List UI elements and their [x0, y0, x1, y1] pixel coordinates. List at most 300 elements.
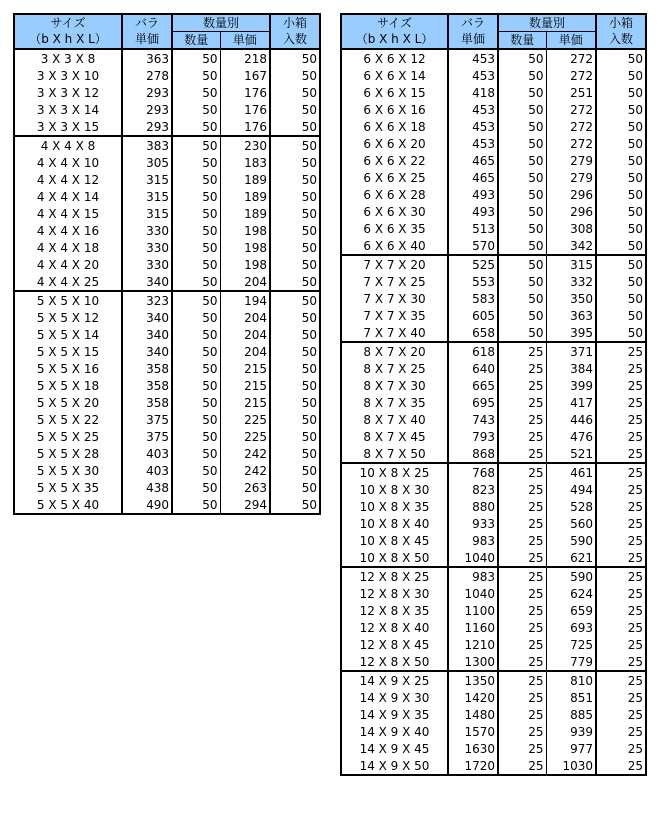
unit-price-cell: 183: [220, 154, 270, 171]
box-qty-cell: 50: [596, 49, 646, 67]
size-cell: 3 X 3 X 12: [14, 84, 122, 101]
size-cell: 4 X 4 X 12: [14, 171, 122, 188]
qty-cell: 50: [498, 324, 546, 342]
qty-cell: 50: [172, 496, 220, 514]
box-qty-cell: 25: [596, 463, 646, 481]
qty-cell: 25: [498, 532, 546, 549]
bara-price-cell: 983: [448, 532, 498, 549]
unit-price-cell: 242: [220, 462, 270, 479]
box-qty-cell: 25: [596, 585, 646, 602]
unit-price-cell: 225: [220, 428, 270, 445]
unit-price-cell: 294: [220, 496, 270, 514]
box-subheader: 入数: [596, 32, 646, 50]
qty-cell: 50: [172, 445, 220, 462]
bara-price-cell: 1040: [448, 549, 498, 567]
size-header: サイズ: [341, 14, 448, 32]
size-cell: 6 X 6 X 28: [341, 186, 448, 203]
box-qty-cell: 50: [596, 67, 646, 84]
box-qty-cell: 50: [270, 239, 320, 256]
bara-price-cell: 293: [122, 101, 172, 118]
qty-cell: 25: [498, 394, 546, 411]
table-row: [341, 757, 646, 775]
table-row: [341, 619, 646, 636]
size-cell: 6 X 6 X 20: [341, 135, 448, 152]
size-subheader: （b X h X L）: [341, 32, 448, 50]
unit-price-cell: 560: [546, 515, 596, 532]
qty-cell: 50: [172, 67, 220, 84]
size-cell: 5 X 5 X 15: [14, 343, 122, 360]
box-qty-cell: 50: [596, 273, 646, 290]
bara-price-cell: 983: [448, 567, 498, 585]
box-qty-cell: 50: [596, 255, 646, 273]
box-qty-cell: 50: [270, 291, 320, 309]
box-qty-cell: 50: [270, 377, 320, 394]
size-cell: 14 X 9 X 25: [341, 671, 448, 689]
table-row: [341, 255, 646, 273]
table-row: [341, 689, 646, 706]
bara-price-cell: 1350: [448, 671, 498, 689]
box-qty-cell: 50: [270, 118, 320, 136]
unit-price-cell: 272: [546, 135, 596, 152]
size-cell: 5 X 5 X 10: [14, 291, 122, 309]
qty-cell: 50: [498, 290, 546, 307]
bara-price-cell: 1630: [448, 740, 498, 757]
unit-price-cell: 528: [546, 498, 596, 515]
qty-cell: 25: [498, 585, 546, 602]
bara-price-cell: 278: [122, 67, 172, 84]
unit-price-cell: 851: [546, 689, 596, 706]
table-row: [341, 706, 646, 723]
bara-price-cell: 525: [448, 255, 498, 273]
size-cell: 14 X 9 X 40: [341, 723, 448, 740]
header-row-2: [341, 32, 646, 50]
size-cell: 8 X 7 X 25: [341, 360, 448, 377]
bara-price-cell: 330: [122, 239, 172, 256]
unit-price-cell: 342: [546, 237, 596, 255]
qty-cell: 25: [498, 445, 546, 463]
box-qty-cell: 50: [596, 324, 646, 342]
table-row: [341, 377, 646, 394]
size-cell: 3 X 3 X 8: [14, 49, 122, 67]
qty-cell: 25: [498, 481, 546, 498]
table-row: [14, 205, 320, 222]
size-cell: 5 X 5 X 20: [14, 394, 122, 411]
table-row: [341, 152, 646, 169]
bara-price-cell: 1160: [448, 619, 498, 636]
qty-cell: 25: [498, 515, 546, 532]
table-row: [341, 602, 646, 619]
size-cell: 5 X 5 X 14: [14, 326, 122, 343]
box-qty-cell: 25: [596, 360, 646, 377]
size-cell: 6 X 6 X 12: [341, 49, 448, 67]
box-qty-cell: 50: [270, 49, 320, 67]
qty-cell: 50: [172, 428, 220, 445]
size-cell: 8 X 7 X 30: [341, 377, 448, 394]
size-cell: 4 X 4 X 18: [14, 239, 122, 256]
box-qty-cell: 25: [596, 757, 646, 775]
bara-price-cell: 363: [122, 49, 172, 67]
bara-price-cell: 340: [122, 309, 172, 326]
qty-cell: 25: [498, 342, 546, 360]
table-row: [341, 203, 646, 220]
box-qty-cell: 25: [596, 602, 646, 619]
box-subheader: 入数: [270, 32, 320, 50]
qty-cell: 50: [172, 394, 220, 411]
qty-cell: 50: [172, 49, 220, 67]
box-qty-cell: 50: [270, 84, 320, 101]
qty-subheader: 数量: [498, 32, 546, 50]
size-cell: 12 X 8 X 25: [341, 567, 448, 585]
unit-price-cell: 242: [220, 445, 270, 462]
size-cell: 12 X 8 X 35: [341, 602, 448, 619]
box-qty-cell: 50: [270, 309, 320, 326]
table-row: [341, 67, 646, 84]
table-row: [341, 324, 646, 342]
bara-price-cell: 315: [122, 188, 172, 205]
box-qty-cell: 25: [596, 515, 646, 532]
size-cell: 10 X 8 X 25: [341, 463, 448, 481]
bara-price-cell: 340: [122, 326, 172, 343]
table-row: [341, 135, 646, 152]
bara-price-cell: 465: [448, 169, 498, 186]
bara-price-cell: 453: [448, 49, 498, 67]
table-row: [341, 411, 646, 428]
unit-price-cell: 194: [220, 291, 270, 309]
unit-price-cell: 494: [546, 481, 596, 498]
table-row: [14, 428, 320, 445]
size-cell: 7 X 7 X 35: [341, 307, 448, 324]
box-qty-cell: 50: [596, 101, 646, 118]
bara-subheader: 単価: [448, 32, 498, 50]
unit-price-cell: 1030: [546, 757, 596, 775]
size-cell: 5 X 5 X 28: [14, 445, 122, 462]
qty-cell: 50: [498, 169, 546, 186]
box-qty-cell: 25: [596, 689, 646, 706]
bara-header: バラ: [122, 14, 172, 32]
table-row: [341, 307, 646, 324]
unit-price-cell: 939: [546, 723, 596, 740]
size-cell: 7 X 7 X 25: [341, 273, 448, 290]
box-qty-cell: 25: [596, 653, 646, 671]
table-row: [14, 84, 320, 101]
table-row: [341, 567, 646, 585]
table-row: [14, 479, 320, 496]
bara-price-cell: 330: [122, 256, 172, 273]
unit-price-cell: 296: [546, 203, 596, 220]
qty-cell: 25: [498, 602, 546, 619]
size-cell: 5 X 5 X 22: [14, 411, 122, 428]
unit-price-cell: 263: [220, 479, 270, 496]
table-row: [341, 84, 646, 101]
box-qty-cell: 25: [596, 706, 646, 723]
qty-cell: 50: [498, 49, 546, 67]
table-row: [341, 671, 646, 689]
size-cell: 6 X 6 X 40: [341, 237, 448, 255]
qty-cell: 25: [498, 377, 546, 394]
table-row: [14, 445, 320, 462]
unit-price-cell: 315: [546, 255, 596, 273]
unit-price-cell: 225: [220, 411, 270, 428]
qty-cell: 50: [172, 360, 220, 377]
unit-price-cell: 230: [220, 136, 270, 154]
table-row: [14, 188, 320, 205]
unit-price-cell: 296: [546, 186, 596, 203]
qty-cell: 50: [172, 326, 220, 343]
box-qty-cell: 25: [596, 411, 646, 428]
unit-price-cell: 725: [546, 636, 596, 653]
bara-price-cell: 490: [122, 496, 172, 514]
unit-price-cell: 590: [546, 567, 596, 585]
bara-price-cell: 418: [448, 84, 498, 101]
qty-cell: 50: [498, 220, 546, 237]
box-qty-cell: 50: [270, 479, 320, 496]
unit-price-cell: 885: [546, 706, 596, 723]
table-row: [341, 342, 646, 360]
qty-cell: 50: [172, 377, 220, 394]
qty-cell: 50: [498, 186, 546, 203]
box-qty-cell: 25: [596, 549, 646, 567]
qty-cell: 50: [498, 307, 546, 324]
bara-price-cell: 358: [122, 377, 172, 394]
table-row: [14, 49, 320, 67]
qty-cell: 25: [498, 706, 546, 723]
size-cell: 7 X 7 X 20: [341, 255, 448, 273]
box-qty-cell: 50: [270, 256, 320, 273]
bara-price-cell: 933: [448, 515, 498, 532]
qty-cell: 50: [172, 101, 220, 118]
box-qty-cell: 25: [596, 567, 646, 585]
qty-cell: 50: [498, 152, 546, 169]
size-cell: 12 X 8 X 45: [341, 636, 448, 653]
qty-cell: 50: [172, 136, 220, 154]
table-row: [14, 222, 320, 239]
size-header: サイズ: [14, 14, 122, 32]
bara-price-cell: 868: [448, 445, 498, 463]
bara-price-cell: 293: [122, 118, 172, 136]
qty-cell: 50: [172, 84, 220, 101]
bulk-header: 数量別: [498, 14, 596, 32]
box-qty-cell: 25: [596, 671, 646, 689]
table-row: [341, 532, 646, 549]
bara-price-cell: 583: [448, 290, 498, 307]
box-qty-cell: 50: [596, 203, 646, 220]
bara-price-cell: 658: [448, 324, 498, 342]
table-row: [341, 186, 646, 203]
bara-price-cell: 823: [448, 481, 498, 498]
qty-cell: 50: [498, 237, 546, 255]
unit-price-cell: 215: [220, 377, 270, 394]
bara-price-cell: 618: [448, 342, 498, 360]
qty-cell: 25: [498, 549, 546, 567]
qty-cell: 50: [172, 256, 220, 273]
unit-price-cell: 204: [220, 273, 270, 291]
bara-price-cell: 1420: [448, 689, 498, 706]
table-row: [14, 136, 320, 154]
unit-price-cell: 371: [546, 342, 596, 360]
table-row: [341, 481, 646, 498]
qty-cell: 25: [498, 567, 546, 585]
bara-price-cell: 375: [122, 411, 172, 428]
box-qty-cell: 50: [596, 237, 646, 255]
size-cell: 14 X 9 X 30: [341, 689, 448, 706]
unit-price-cell: 659: [546, 602, 596, 619]
bara-price-cell: 1210: [448, 636, 498, 653]
box-qty-cell: 50: [270, 273, 320, 291]
unit-price-cell: 189: [220, 171, 270, 188]
bara-price-cell: 880: [448, 498, 498, 515]
box-header: 小箱: [270, 14, 320, 32]
bara-price-cell: 340: [122, 343, 172, 360]
table-row: [14, 343, 320, 360]
bara-price-cell: 695: [448, 394, 498, 411]
bulk-header: 数量別: [172, 14, 270, 32]
box-qty-cell: 50: [270, 428, 320, 445]
box-qty-cell: 50: [270, 136, 320, 154]
unit-price-cell: 810: [546, 671, 596, 689]
qty-cell: 50: [172, 462, 220, 479]
size-subheader: （b X h X L）: [14, 32, 122, 50]
qty-cell: 25: [498, 619, 546, 636]
box-qty-cell: 50: [596, 84, 646, 101]
unit-price-cell: 204: [220, 343, 270, 360]
size-cell: 3 X 3 X 14: [14, 101, 122, 118]
qty-cell: 50: [172, 309, 220, 326]
bara-price-cell: 403: [122, 445, 172, 462]
box-qty-cell: 25: [596, 481, 646, 498]
unit-price-cell: 308: [546, 220, 596, 237]
box-qty-cell: 25: [596, 394, 646, 411]
size-cell: 4 X 4 X 15: [14, 205, 122, 222]
qty-cell: 25: [498, 653, 546, 671]
size-cell: 12 X 8 X 30: [341, 585, 448, 602]
box-qty-cell: 50: [270, 360, 320, 377]
unit-price-cell: 350: [546, 290, 596, 307]
size-cell: 6 X 6 X 16: [341, 101, 448, 118]
box-qty-cell: 50: [270, 67, 320, 84]
qty-cell: 50: [172, 239, 220, 256]
qty-cell: 50: [172, 205, 220, 222]
box-qty-cell: 50: [270, 326, 320, 343]
size-cell: 5 X 5 X 25: [14, 428, 122, 445]
unit-price-cell: 272: [546, 49, 596, 67]
size-cell: 5 X 5 X 30: [14, 462, 122, 479]
size-cell: 14 X 9 X 35: [341, 706, 448, 723]
size-cell: 4 X 4 X 16: [14, 222, 122, 239]
bara-price-cell: 768: [448, 463, 498, 481]
qty-cell: 25: [498, 463, 546, 481]
bara-price-cell: 340: [122, 273, 172, 291]
size-cell: 10 X 8 X 30: [341, 481, 448, 498]
box-qty-cell: 50: [596, 290, 646, 307]
unit-price-cell: 204: [220, 326, 270, 343]
bara-price-cell: 493: [448, 186, 498, 203]
bara-price-cell: 293: [122, 84, 172, 101]
box-qty-cell: 50: [270, 205, 320, 222]
bara-price-cell: 358: [122, 394, 172, 411]
table-row: [14, 67, 320, 84]
size-cell: 14 X 9 X 45: [341, 740, 448, 757]
qty-cell: 25: [498, 689, 546, 706]
box-qty-cell: 50: [270, 154, 320, 171]
unit-price-cell: 198: [220, 222, 270, 239]
box-qty-cell: 50: [270, 101, 320, 118]
box-header: 小箱: [596, 14, 646, 32]
box-qty-cell: 25: [596, 342, 646, 360]
size-cell: 5 X 5 X 35: [14, 479, 122, 496]
qty-cell: 25: [498, 723, 546, 740]
size-cell: 5 X 5 X 16: [14, 360, 122, 377]
box-qty-cell: 50: [596, 152, 646, 169]
qty-subheader: 数量: [172, 32, 220, 50]
bara-price-cell: 1100: [448, 602, 498, 619]
unit-price-cell: 272: [546, 101, 596, 118]
unit-price-cell: 279: [546, 169, 596, 186]
qty-cell: 25: [498, 411, 546, 428]
table-row: [341, 515, 646, 532]
bara-price-cell: 1720: [448, 757, 498, 775]
size-cell: 10 X 8 X 35: [341, 498, 448, 515]
qty-cell: 25: [498, 671, 546, 689]
size-cell: 10 X 8 X 45: [341, 532, 448, 549]
qty-cell: 25: [498, 498, 546, 515]
box-qty-cell: 25: [596, 740, 646, 757]
table-row: [341, 49, 646, 67]
unit-price-cell: 176: [220, 84, 270, 101]
table-row: [14, 291, 320, 309]
table-row: [341, 723, 646, 740]
bara-price-cell: 1480: [448, 706, 498, 723]
unit-price-cell: 395: [546, 324, 596, 342]
qty-cell: 25: [498, 757, 546, 775]
unit-price-cell: 621: [546, 549, 596, 567]
qty-cell: 50: [172, 188, 220, 205]
bara-price-cell: 453: [448, 135, 498, 152]
unit-price-cell: 176: [220, 101, 270, 118]
header-row-2: [14, 32, 320, 50]
box-qty-cell: 50: [270, 394, 320, 411]
unit-price-cell: 218: [220, 49, 270, 67]
qty-cell: 25: [498, 636, 546, 653]
bara-price-cell: 438: [122, 479, 172, 496]
qty-cell: 50: [172, 222, 220, 239]
table-row: [341, 273, 646, 290]
unit-price-cell: 363: [546, 307, 596, 324]
qty-cell: 25: [498, 740, 546, 757]
bara-price-cell: 1570: [448, 723, 498, 740]
qty-cell: 50: [172, 479, 220, 496]
size-cell: 8 X 7 X 40: [341, 411, 448, 428]
table-row: [14, 171, 320, 188]
unit-price-cell: 272: [546, 118, 596, 135]
size-cell: 8 X 7 X 35: [341, 394, 448, 411]
table-row: [341, 549, 646, 567]
bara-price-cell: 570: [448, 237, 498, 255]
qty-cell: 25: [498, 360, 546, 377]
unit-price-subheader: 単価: [220, 32, 270, 50]
bara-price-cell: 323: [122, 291, 172, 309]
box-qty-cell: 50: [270, 445, 320, 462]
size-cell: 4 X 4 X 10: [14, 154, 122, 171]
size-cell: 12 X 8 X 50: [341, 653, 448, 671]
unit-price-cell: 204: [220, 309, 270, 326]
table-row: [341, 360, 646, 377]
bara-price-cell: 665: [448, 377, 498, 394]
table-row: [341, 220, 646, 237]
bara-price-cell: 453: [448, 67, 498, 84]
box-qty-cell: 25: [596, 498, 646, 515]
unit-price-cell: 251: [546, 84, 596, 101]
qty-cell: 50: [498, 101, 546, 118]
